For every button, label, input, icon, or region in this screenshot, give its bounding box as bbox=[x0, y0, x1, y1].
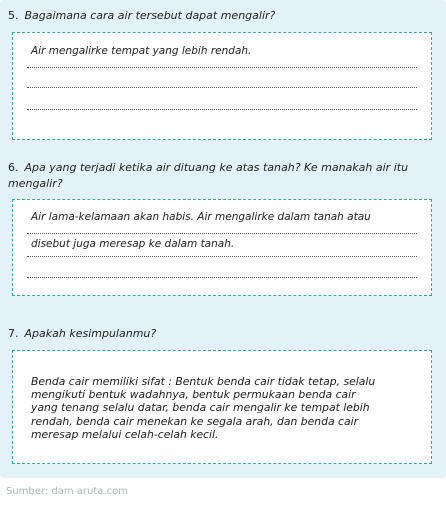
answer-7-line: Benda cair memiliki sifat : Bentuk benda cair tidak tetap, selalu bbox=[31, 375, 376, 388]
answer-7-line: rendah, benda cair menekan ke segala arah, dan benda cair bbox=[31, 414, 359, 428]
question-7-number: 7. bbox=[8, 327, 19, 340]
question-7-text: Apakah kesimpulanmu? bbox=[24, 327, 157, 340]
writing-line bbox=[27, 67, 417, 68]
question-5-number: 5. bbox=[8, 9, 19, 22]
question-5-text: Bagaimana cara air tersebut dapat mengalir? bbox=[24, 9, 276, 22]
answer-box-7 bbox=[12, 350, 432, 464]
writing-line bbox=[27, 109, 417, 110]
question-6-text-line-1: Apa yang terjadi ketika air dituang ke atas tanah? Ke manakah air itu bbox=[24, 161, 409, 174]
question-6-number: 6. bbox=[8, 161, 19, 174]
answer-6-line-2: disebut juga meresap ke dalam tanah. bbox=[31, 238, 235, 250]
question-6-text-line-2: mengalir? bbox=[8, 177, 63, 190]
question-6 bbox=[8, 160, 408, 192]
question-7 bbox=[8, 326, 156, 342]
question-5 bbox=[8, 8, 275, 24]
answer-7-paragraph bbox=[31, 375, 427, 441]
writing-line bbox=[27, 256, 417, 257]
answer-7-line: mengikuti bentuk wadahnya, bentuk permukaan benda cair bbox=[31, 388, 356, 402]
answer-5-line-1: Air mengalirke tempat yang lebih rendah. bbox=[31, 45, 252, 57]
answer-7-line: meresap melalui celah-celah kecil. bbox=[31, 427, 219, 441]
answer-box-5 bbox=[12, 32, 432, 140]
source-credit: Sumber: dam aruta.com bbox=[6, 486, 128, 497]
writing-line bbox=[27, 233, 417, 234]
answer-box-6 bbox=[12, 199, 432, 296]
answer-7-line: yang tenang selalu datar, benda cair mengalir ke tempat lebih bbox=[31, 401, 370, 415]
writing-line bbox=[27, 87, 417, 88]
answer-6-line-1: Air lama-kelamaan akan habis. Air mengalirke dalam tanah atau bbox=[31, 211, 371, 223]
writing-line bbox=[27, 277, 417, 278]
